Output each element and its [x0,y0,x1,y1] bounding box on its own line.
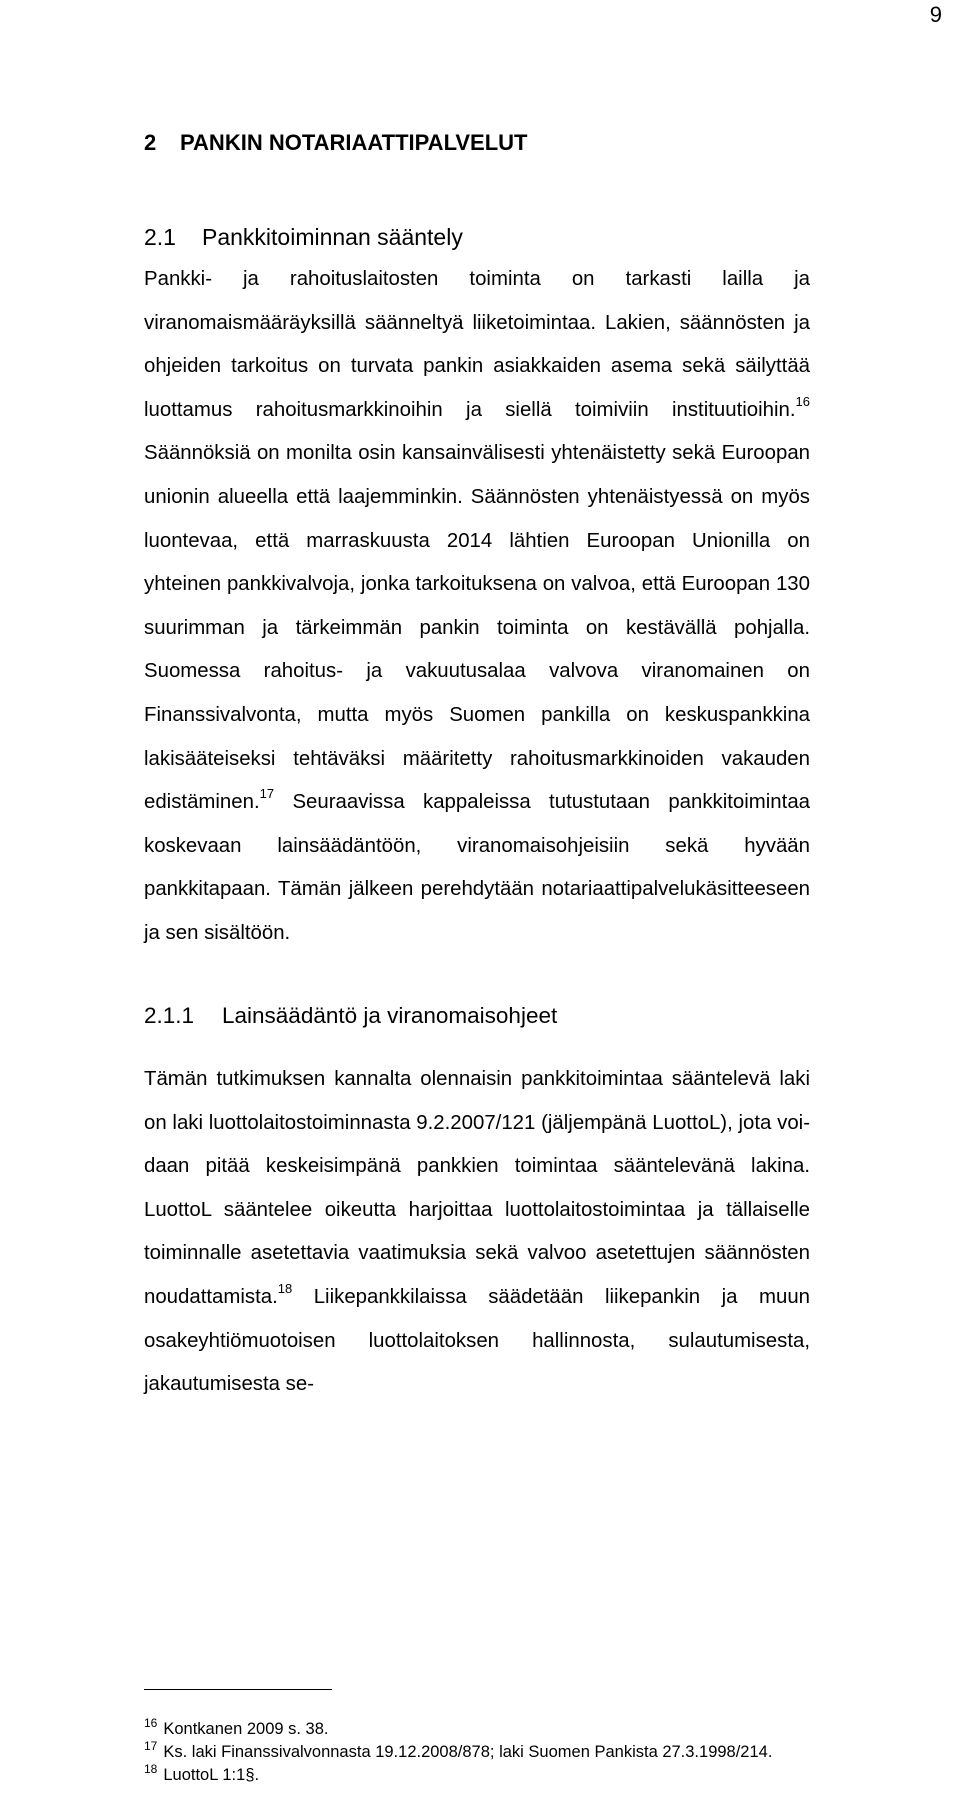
chapter-title: PANKIN NOTARIAATTIPALVELUT [180,130,528,155]
footnote-number: 16 [144,1716,158,1730]
footnote [144,1764,844,1787]
section-number: 2.1 [144,224,176,250]
footnote-number: 18 [144,1762,158,1776]
footnote [144,1741,844,1764]
page-number: 9 [929,2,942,27]
footnote-separator [144,1689,332,1690]
subsection-heading [144,1001,557,1031]
subsection-number: 2.1.1 [144,1003,195,1028]
paragraph-text: Liikepankkilaissa säädetään liikepankin ja muun osakeyhtiömuotoisen luottolaitoksen hallinnosta, sulautumisesta, jakautumisesta se- [144,1285,810,1396]
footnote-reference: 17 [259,786,275,802]
footnote-reference: 18 [277,1280,293,1296]
footnote-text: Kontkanen 2009 s. 38. [163,1720,329,1738]
footnote [144,1718,844,1741]
chapter-heading [144,128,528,158]
body-paragraph [144,1058,810,1407]
footnote-list [144,1718,844,1787]
body-paragraph [144,258,810,956]
footnote-number: 17 [144,1739,158,1753]
section-heading [144,222,463,252]
paragraph-text: Säännöksiä on monilta osin kansainvälisesti yhtenäistetty sekä Euroopan unionin alueella että laajemminkin. Säännösten yhtenäistyessä on myös luontevaa, että marraskuusta 2014 lähtien Euroopan Unionilla on yhteinen pankkivalvoja, jonka tarkoituksena on valvoa, että Euroopan 130 suurimman ja tärkeimmän pankin toiminta on kestävällä pohjalla. Suomessa rahoitus- ja vakuutusalaa valvova viranomainen on Finanssivalvonta, mutta myös Suomen pankilla on keskuspankkina lakisääteiseksi tehtäväksi määritetty rahoitusmarkkinoiden vakauden edistäminen. [144,442,810,814]
footnote-reference: 16 [795,393,810,409]
subsection-title: Lainsäädäntö ja viranomaisohjeet [222,1003,558,1028]
paragraph-text: Tämän tutkimuksen kannalta olennaisin pankkitoimintaa sääntelevä laki on laki luottolaitostoiminnasta 9.2.2007/121 (jäljempänä LuottoL), jota voidaan pitää keskeisimpänä pankkien toimintaa sääntelevänä lakina. LuottoL sääntelee oikeutta harjoittaa luottolaitostoimintaa ja tällaiselle toiminnalle asetettavia vaatimuksia sekä valvoo asetettujen säännösten noudattamista. [144,1068,810,1308]
paragraph-text: Pankki- ja rahoituslaitosten toiminta on tarkasti lailla ja viranomaismääräyksillä säänneltyä liiketoimintaa. Lakien, säännösten ja ohjeiden tarkoitus on turvata pankin asiakkaiden asema sekä säilyttää luottamus rahoitusmarkkinoihin ja siellä toimiviin instituutioihin. [144,268,810,421]
chapter-number: 2 [144,130,157,155]
paragraph-text: Seuraavissa kappaleissa tutustutaan pankkitoimintaa koskevaan lainsäädäntöön, viranomaisohjeisiin sekä hyvään pankkitapaan. Tämän jälkeen perehdytään notariaattipalvelukäsitteeseen ja sen sisältöön. [144,791,810,944]
section-title: Pankkitoiminnan sääntely [202,224,463,250]
footnote-text: LuottoL 1:1§. [163,1766,260,1784]
footnote-text: Ks. laki Finanssivalvonnasta 19.12.2008/878; laki Suomen Pankista 27.3.1998/214. [163,1743,773,1761]
